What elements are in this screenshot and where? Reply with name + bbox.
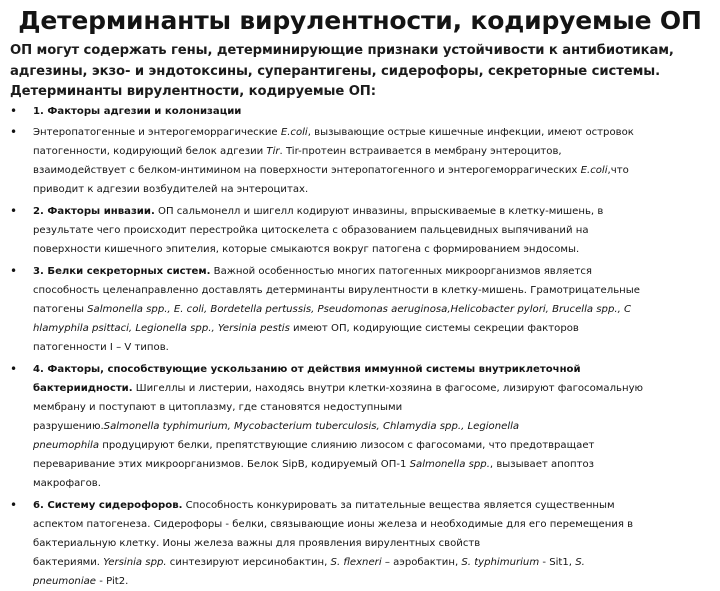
bullet-line [33, 300, 720, 319]
bullet-line [33, 496, 720, 515]
bullet-line [33, 221, 720, 240]
italic-text: S. flexneri [330, 557, 382, 568]
bullet-line [33, 515, 720, 534]
text-segment: разрушению. [33, 421, 104, 432]
bullet-list [0, 102, 720, 591]
text-segment: , вызывающие острые кишечные инфекции, имеют островок [307, 127, 634, 138]
italic-text: pneumophila [33, 440, 100, 451]
intro-line: Детерминанты вирулентности, кодируемые ОП: [10, 84, 376, 99]
text-segment: продуцируют белки, препятствующие слиянию лизосом с фагосомами, что предотвращает [99, 440, 595, 451]
bullet-item [0, 496, 720, 591]
bullet-line [33, 360, 720, 379]
bullet-line [33, 474, 720, 493]
bold-text: 1. Факторы адгезии и колонизации [33, 106, 242, 117]
text-segment: патогенности, кодирующий белок адгезии [33, 146, 267, 157]
text-segment: - Pit2. [96, 576, 129, 587]
text-segment: результате чего происходит перестройка цитоскелета с образованием пальцевидных выпячиваний на [33, 225, 589, 236]
slide-title: Детерминанты вирулентности, кодируемые ОП [18, 6, 702, 35]
text-segment: - Sit1, [539, 557, 576, 568]
text-segment: имеют ОП, кодирующие системы секреции факторов [289, 323, 579, 334]
text-segment: аспектом патогенеза. Сидерофоры - белки, связывающие ионы железа и необходимые для его перемещения в [33, 519, 634, 530]
italic-text: pneumoniae [33, 576, 97, 587]
italic-text: Salmonella typhimurium, Mycobacterium tuberculosis, Chlamydia spp., Legionella [103, 421, 520, 432]
bullet-line [33, 572, 720, 591]
text-segment: – аэробактин, [381, 557, 462, 568]
italic-text: hlamyphila psittaci, Legionella spp., Yersinia pestis [33, 323, 290, 334]
text-segment: патогены [33, 304, 88, 315]
text-segment: бактериальную клетку. Ионы железа важны для проявления вирулентных свойств [33, 538, 481, 549]
text-segment: Способность конкурировать за питательные вещества является существенным [182, 500, 615, 511]
bullet-line [33, 379, 720, 398]
text-segment: макрофагов. [33, 478, 101, 489]
text-segment: способность целенаправленно доставлять детерминанты вирулентности в клетку-мишень. Грамотрицательные [33, 285, 640, 296]
bold-text: бактериидности. [33, 383, 133, 394]
italic-text: E.coli [280, 127, 308, 138]
italic-text: E.coli [580, 165, 608, 176]
bullet-line [33, 180, 720, 199]
bullet-item [0, 360, 720, 493]
italic-text: S. typhimurium [461, 557, 540, 568]
text-segment: бактериями. [33, 557, 104, 568]
bullet-item [0, 202, 720, 259]
text-segment: синтезируют иерсинобактин, [166, 557, 331, 568]
text-segment: мембрану и поступают в цитоплазму, где становятся недоступными [33, 402, 403, 413]
intro-line: ОП могут содержать гены, детерминирующие признаки устойчивости к антибиотикам, [10, 43, 674, 58]
bullet-line [33, 281, 720, 300]
italic-text: Tir [266, 146, 280, 157]
bullet-line [33, 534, 720, 553]
text-segment: Энтеропатогенные и энтерогеморрагические [33, 127, 281, 138]
text-segment: . Tir-протеин встраивается в мембрану энтероцитов, [279, 146, 562, 157]
italic-text: Yersinia spp. [103, 557, 167, 568]
bold-text: 6. Систему сидерофоров. [33, 500, 183, 511]
italic-text: S. [575, 557, 585, 568]
bullet-line [33, 262, 720, 281]
bullet-item [0, 262, 720, 357]
text-segment: ,что [607, 165, 629, 176]
bullet-item [0, 123, 720, 199]
bold-text: 3. Белки секреторных систем. [33, 266, 211, 277]
text-segment: приводит к адгезии возбудителей на энтероцитах. [33, 184, 309, 195]
text-segment: ОП сальмонелл и шигелл кодируют инвазины, впрыскиваемые в клетку-мишень, в [154, 206, 604, 217]
italic-text: Salmonella spp. [409, 459, 490, 470]
bullet-line [33, 240, 720, 259]
bullet-line [33, 417, 720, 436]
text-segment: Шигеллы и листерии, находясь внутри клетки-хозяина в фагосоме, лизируют фагосомальную [132, 383, 644, 394]
bullet-line [33, 319, 720, 338]
bullet-line [33, 436, 720, 455]
text-segment: , вызывает апоптоз [489, 459, 594, 470]
bullet-line [33, 123, 720, 142]
text-segment: Важной особенностью многих патогенных микроорганизмов является [210, 266, 592, 277]
bullet-line [33, 202, 720, 221]
italic-text: Salmonella spp., E. coli, Bordetella pertussis, Pseudomonas aeruginosa,Helicobacter pylori, Brucella spp., C [87, 304, 632, 315]
bullet-line [33, 142, 720, 161]
text-segment: поверхности кишечного эпителия, которые смыкаются вокруг патогена с формированием эндосомы. [33, 244, 580, 255]
bullet-line [33, 102, 720, 121]
bullet-line [33, 338, 720, 357]
intro-paragraph [10, 41, 712, 103]
bold-text: 2. Факторы инвазии. [33, 206, 155, 217]
text-segment: взаимодействует с белком-интимином на поверхности энтеропатогенного и энтерогеморрагических [33, 165, 581, 176]
bullet-line [33, 398, 720, 417]
bullet-line [33, 455, 720, 474]
bullet-line [33, 553, 720, 572]
text-segment: переваривание этих микроорганизмов. Белок SipB, кодируемый ОП-1 [33, 459, 410, 470]
bullet-item [0, 102, 720, 121]
bold-text: 4. Факторы, способствующие ускользанию от действия иммунной системы внутриклеточной [33, 364, 581, 375]
intro-line: адгезины, экзо- и эндотоксины, суперантигены, сидерофоры, секреторные системы. [10, 63, 661, 79]
text-segment: патогенности I – V типов. [33, 342, 169, 353]
bullet-line [33, 161, 720, 180]
